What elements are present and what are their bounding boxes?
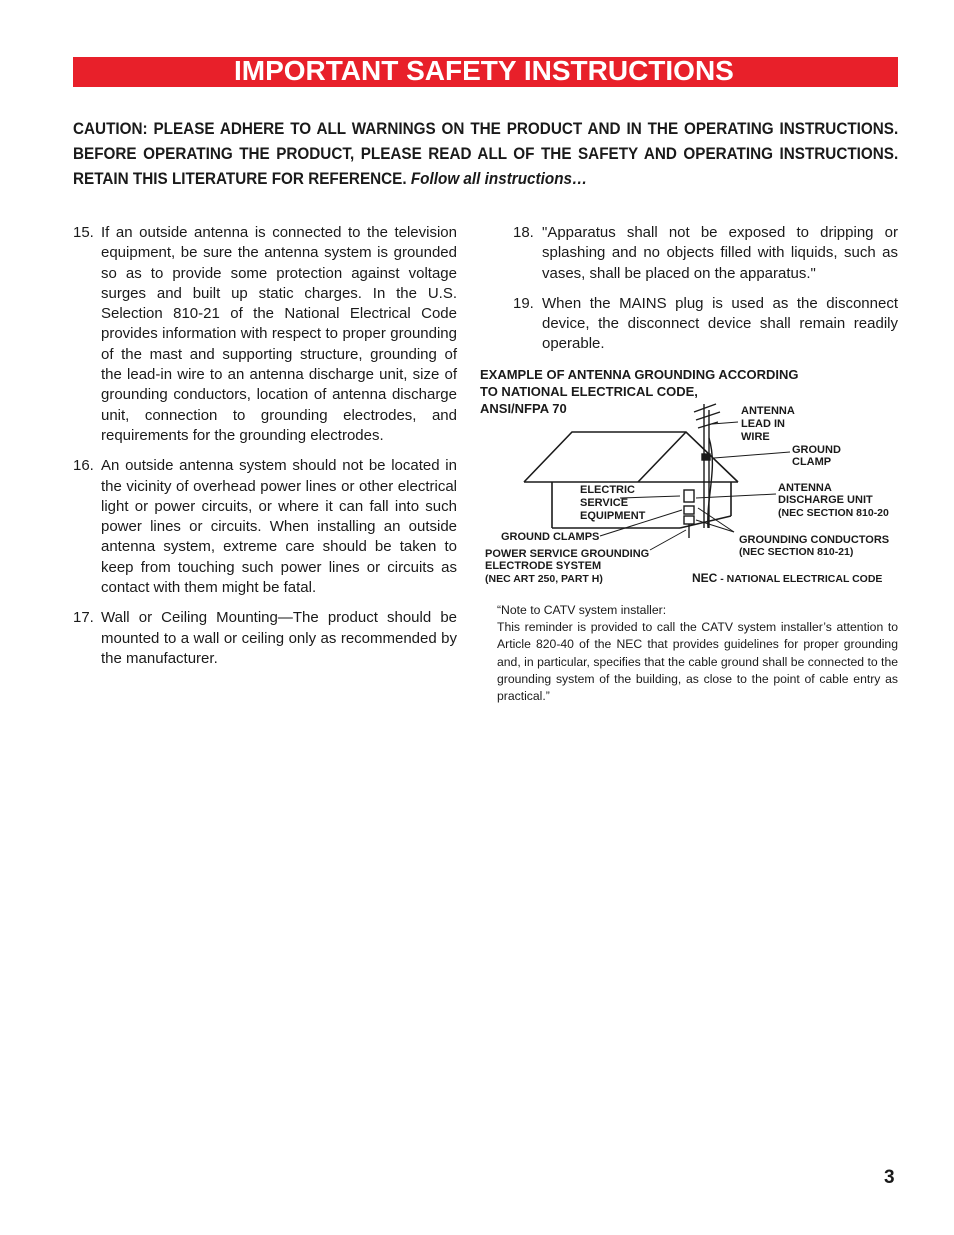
label-antenna-discharge: ANTENNA — [778, 482, 832, 494]
caution-line-1: CAUTION: PLEASE ADHERE TO ALL WARNINGS ON THE PRODUCT AND IN THE OPERATING INSTRUCTIONS. — [73, 119, 899, 138]
caption-line-1: EXAMPLE OF ANTENNA GROUNDING ACCORDING — [480, 367, 799, 382]
label-electrode-system: ELECTRODE SYSTEM — [485, 560, 602, 572]
label-nec-art: (NEC ART 250, PART H) — [485, 573, 603, 585]
label-ground: GROUND — [792, 444, 841, 456]
caution-line-2: BEFORE OPERATING THE PRODUCT, PLEASE READ ALL OF THE SAFETY AND OPERATING INSTRUCTIONS. — [73, 144, 899, 163]
item-number: 15. — [73, 224, 94, 241]
caution-line-3 — [73, 166, 898, 191]
left-column — [73, 223, 457, 679]
item-number: 19. — [513, 294, 534, 312]
list-item — [73, 223, 457, 446]
list-item — [513, 223, 898, 284]
item-text: When the MAINS plug is used as the disconnect device, the disconnect device shall remain readily operable. — [542, 294, 898, 353]
label-clamp: CLAMP — [792, 456, 832, 468]
label-electric: ELECTRIC — [580, 484, 635, 496]
item-number: 18. — [513, 224, 534, 241]
page-number: 3 — [884, 1167, 895, 1188]
label-nec-810-20: (NEC SECTION 810-20 — [778, 507, 889, 519]
antenna-grounding-diagram — [480, 398, 900, 590]
item-text: If an outside antenna is connected to the television equipment, be sure the antenna system is grounded so as to provide some protection against voltage surges and built up static charges. In the U.S. Selection 810-21 of the National Electrical Code provides information with respect to proper grounding of the mast and supporting structure, grounding of the lead-in wire to an antenna discharge unit, size of grounding conductors, location of antenna discharge unit, connection to grounding electrodes, and requirements for the grounding electrodes. — [101, 224, 457, 444]
label-nec-abbrev: NEC — [692, 571, 718, 585]
label-nec-full: - NATIONAL ELECTRICAL CODE — [717, 573, 883, 585]
item-number: 16. — [73, 457, 94, 475]
catv-note-body: This reminder is provided to call the CATV system installer’s attention to Article 820-40 of the NEC that provides guidelines for proper grounding and, in particular, specifies that the cable ground shall be connected to the grounding system of the building, as close to the point of cable entry as practical.” — [497, 620, 898, 704]
item-text: Wall or Ceiling Mounting—The product should be mounted to a wall or ceiling only as recommended by the manufacturer. — [101, 609, 457, 667]
label-service: SERVICE — [580, 497, 629, 509]
label-equipment: EQUIPMENT — [580, 510, 646, 522]
label-discharge-unit: DISCHARGE UNIT — [778, 494, 873, 506]
caption-line-2: TO NATIONAL ELECTRICAL CODE, — [480, 384, 698, 399]
list-item — [73, 608, 457, 669]
list-item — [73, 456, 457, 598]
title-banner — [73, 57, 898, 87]
caution-retain: RETAIN THIS LITERATURE FOR REFERENCE. — [73, 169, 407, 188]
catv-note-title: “Note to CATV system installer: — [497, 603, 667, 617]
item-text: "Apparatus shall not be exposed to dripping or splashing and no objects filled with liquids, such as vases, shall be placed on the apparatus." — [542, 224, 898, 282]
caption-line-3: ANSI/NFPA 70 — [480, 401, 567, 416]
caution-notice — [73, 116, 898, 191]
label-grounding-conductors: GROUNDING CONDUCTORS — [739, 534, 890, 546]
caution-follow: Follow all instructions… — [410, 169, 588, 188]
label-nec — [692, 571, 882, 585]
label-wire: WIRE — [741, 431, 770, 443]
label-antenna: ANTENNA — [741, 405, 795, 417]
list-item — [513, 294, 898, 355]
label-lead-in: LEAD IN — [741, 418, 785, 430]
catv-note — [497, 602, 898, 705]
label-power-service: POWER SERVICE GROUNDING — [485, 548, 650, 560]
page-title: IMPORTANT SAFETY INSTRUCTIONS — [234, 55, 734, 86]
label-nec-810-21: (NEC SECTION 810-21) — [739, 546, 854, 558]
label-ground-clamps: GROUND CLAMPS — [501, 531, 600, 543]
right-column — [513, 223, 898, 365]
item-text: An outside antenna system should not be located in the vicinity of overhead power lines or other electrical light or power circuits, or where it can fall into such power lines or circuits. When installing an outside antenna system, extreme care should be taken to keep from touching such power lines or circuits as contact with them might be fatal. — [101, 457, 457, 597]
item-number: 17. — [73, 609, 94, 627]
